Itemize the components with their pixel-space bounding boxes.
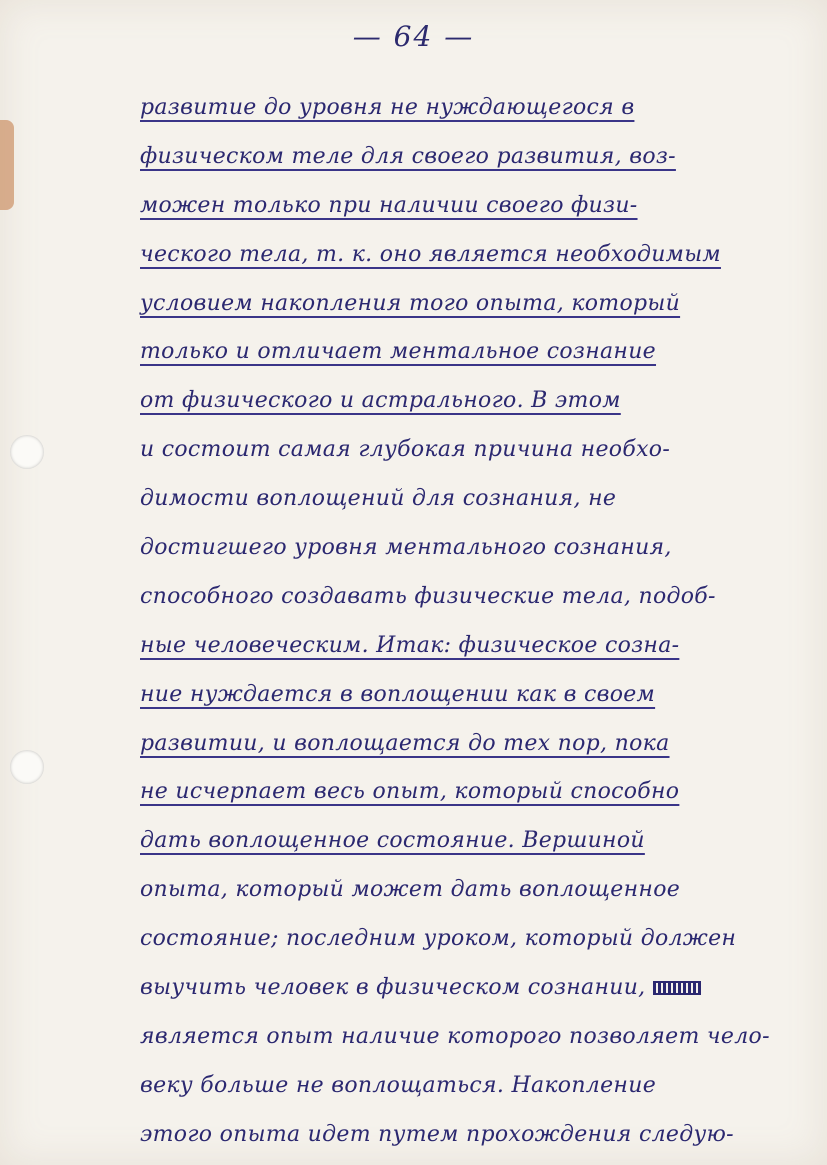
- text-line: развитие до уровня не нуждающегося в: [140, 95, 635, 120]
- page-number: — 64 —: [352, 20, 475, 53]
- text-line: условием накопления того опыта, который: [140, 290, 681, 316]
- text-line: не исчерпает весь опыт, который способно: [140, 779, 680, 805]
- text-line: достигшего уровня ментального сознания,: [140, 535, 672, 561]
- text-line: выучить человек в физическом сознании,: [140, 964, 790, 1013]
- text-line: только и отличает ментальное сознание: [140, 339, 657, 365]
- text-line: можен только при наличии своего физи-: [140, 192, 638, 218]
- text-line: состояние; последним уроком, который должен: [140, 926, 737, 952]
- punch-hole: [10, 435, 44, 469]
- text-line: и состоит самая глубокая причина необхо-: [140, 437, 671, 463]
- text-line: ные человеческим. Итак: физическое созна-: [140, 632, 680, 658]
- crossed-out-word: [653, 981, 701, 995]
- text-line: физическом теле для своего развития, воз-: [140, 143, 676, 169]
- text-line: этого опыта идет путем прохождения следую-: [140, 1121, 734, 1147]
- edge-stain: [0, 120, 14, 210]
- text-line: опыта, который может дать воплощенное: [140, 877, 681, 903]
- text-line: ние нуждается в воплощении как в своем: [140, 681, 656, 707]
- text-line: димости воплощений для сознания, не: [140, 486, 617, 512]
- text-line: веку больше не воплощаться. Накопление: [140, 1072, 657, 1098]
- text-line: развитии, и воплощается до тех пор, пока: [140, 730, 670, 756]
- punch-hole: [10, 750, 44, 784]
- handwritten-text: [140, 84, 790, 1160]
- text-line: способного создавать физические тела, подоб-: [140, 583, 716, 609]
- text-line: ческого тела, т. к. оно является необходимым: [140, 241, 721, 267]
- text-line: дать воплощенное состояние. Вершиной: [140, 828, 645, 854]
- text-line: от физического и астрального. В этом: [140, 388, 621, 414]
- text-line: является опыт наличие которого позволяет чело-: [140, 1023, 770, 1049]
